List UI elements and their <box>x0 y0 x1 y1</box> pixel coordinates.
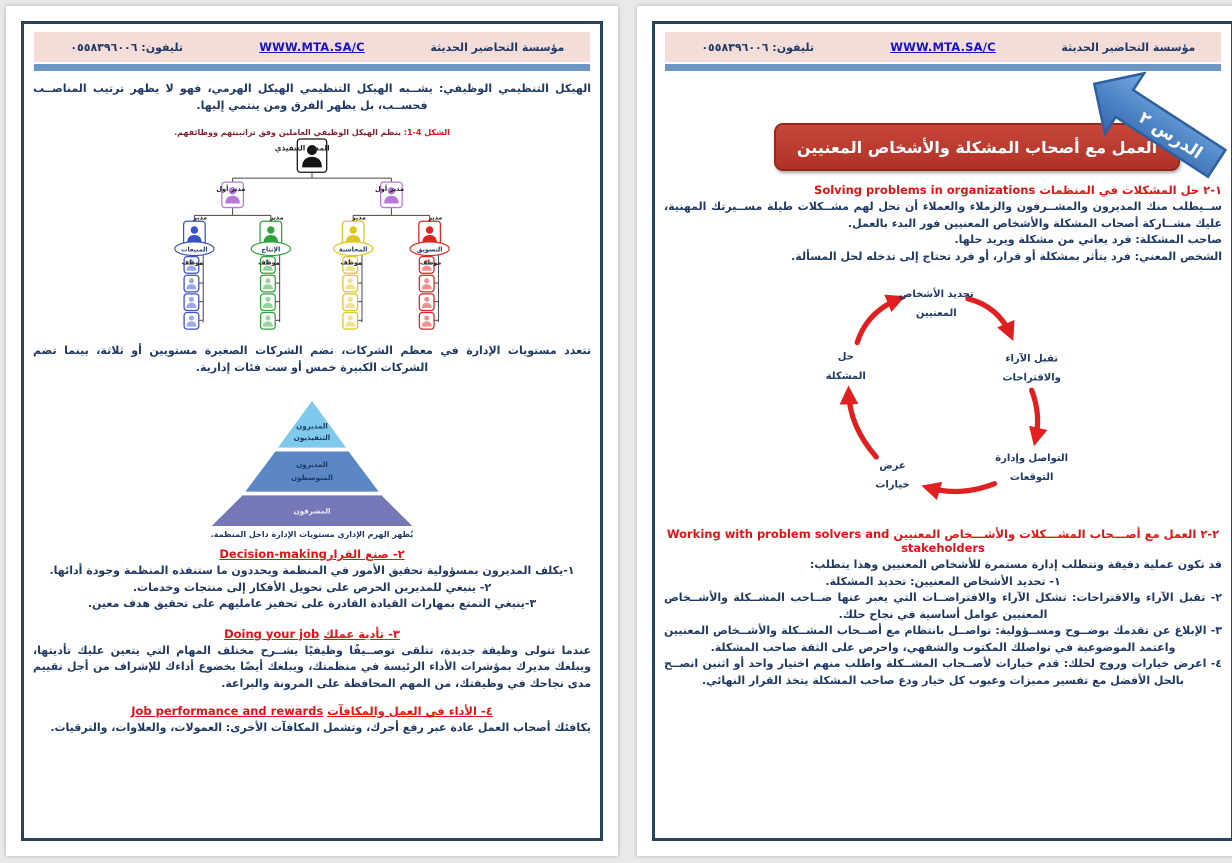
lesson-badge-label: الدرس ٢ <box>1134 107 1206 164</box>
org-chart <box>152 137 472 335</box>
document-page-left <box>6 6 618 856</box>
svg-text:المبيعات: المبيعات <box>181 245 208 254</box>
decision-line-3: ٣-ينبغي التمتع بمهارات القيادة القادرة على تحفيز عامليهم على تحقيق هدف معين. <box>87 597 537 610</box>
svg-text:مدير أول: مدير أول <box>216 184 246 193</box>
section-rewards-heading-en: Job performance and rewards <box>131 704 324 718</box>
intro-paragraph: الهيكل التنظيمي الوظيفي: يشــبه الهيكل التنظيمي الهيكل الهرمي، فهو لا يظهر ترتيب المناصــب فحســب، بل يظهر الفرق ومن ينتمي إليها. <box>33 82 591 112</box>
svg-text:مدير: مدير <box>351 213 366 222</box>
header-phone: تليفون: ٠٥٥٨٣٩٦٠٠٦ <box>70 40 184 54</box>
svg-text:مدير: مدير <box>193 213 208 222</box>
cycle-figure <box>664 271 1222 523</box>
svg-text:مدير: مدير <box>428 213 443 222</box>
document-page-right <box>637 6 1232 856</box>
svg-text:المدير التنفيذي: المدير التنفيذي <box>274 143 330 153</box>
stakeholder-definition: الشخص المعني: فرد يتأثر بمشكلة أو قرار، أو فرد تحتاج إلى تدخله لحل المسألة. <box>791 249 1222 263</box>
levels-paragraph: تتعدد مستويات الإدارة في معظم الشركات، تضم الشركات الصغيرة مستويين أو ثلاثة، بينما تضم الشركات الكبيرة خمس أو ست فئات إدارية. <box>33 344 591 374</box>
management-pyramid <box>197 398 427 526</box>
page-border-frame <box>652 21 1232 841</box>
page-header <box>665 32 1221 62</box>
svg-text:حل: حل <box>837 351 854 363</box>
pyramid-figure <box>33 398 591 539</box>
svg-text:التواصل وإدارة: التواصل وإدارة <box>995 452 1069 464</box>
pyramid-caption: يُظهر الهرم الإداري مستويات الإدارة داخل المنظمة. <box>210 530 414 539</box>
svg-text:المديرون: المديرون <box>296 421 328 431</box>
section-solving-heading-en: Solving problems in organizations <box>814 183 1036 197</box>
section-job-heading-en: Doing your job <box>224 626 320 641</box>
problem-owner-definition: صاحب المشكلة: فرد يعاني من مشكلة ويريد حلها. <box>954 233 1222 246</box>
svg-text:موظف: موظف <box>181 258 204 267</box>
svg-text:التنفيذيون: التنفيذيون <box>293 433 331 443</box>
svg-text:تحديد الأشخاص: تحديد الأشخاص <box>898 288 974 300</box>
header-divider-bar <box>34 64 590 71</box>
pyramid-middle-level <box>245 451 378 491</box>
working-intro: قد تكون عملية دقيقة وتتطلب إدارة مستمرة للأشخاص المعنيين وهذا يتطلب: <box>809 558 1222 571</box>
svg-text:والاقتراحات: والاقتراحات <box>1002 372 1061 384</box>
section-job-heading: ٣- تأدية عملك Doing your job <box>224 626 400 641</box>
section-solving-heading: ١-٢ حل المشكلات في المنظمات Solving problems in organizations <box>814 183 1222 197</box>
svg-text:موظف: موظف <box>258 258 280 267</box>
header-org-name: مؤسسة التحاضير الحديثة <box>430 40 565 54</box>
svg-text:المحاسبة: المحاسبة <box>338 245 368 254</box>
header-site-link[interactable]: WWW.MTA.SA/C <box>890 40 996 54</box>
lesson-badge-arrow <box>1069 64 1232 214</box>
rewards-paragraph: يكافئك أصحاب العمل عادة عبر رفع أجرك، وتشمل المكافآت الأخرى: العمولات، والعلاوات، والترقيات. <box>50 721 591 734</box>
page-header <box>34 32 590 62</box>
svg-text:المتوسطون: المتوسطون <box>291 473 333 483</box>
header-org-name: مؤسسة التحاضير الحديثة <box>1061 40 1196 54</box>
svg-text:تقبل الآراء: تقبل الآراء <box>1005 353 1058 365</box>
working-item-3: ٣- الإبلاغ عن تقدمك بوضــوح ومســؤولية: تواصــل بانتظام مع أصــحاب المشــكلة والأشــخاص المعنيين واعتمد الموضوعية في تواصلك المكتوب والشفهي، واحرص على الثقة صاحب المشكلة. <box>664 624 1222 654</box>
page-border-frame <box>21 21 603 841</box>
problem-solving-cycle <box>800 271 1086 519</box>
section-working-heading-en: Working with problem solvers and stakeholders <box>666 527 985 555</box>
svg-text:موظف: موظف <box>340 258 362 267</box>
svg-text:التسويق: التسويق <box>416 245 443 254</box>
working-item-1: ١- تحديد الأشخاص المعنيين: تحديد المشكلة. <box>825 574 1061 588</box>
svg-text:المشرفون: المشرفون <box>293 506 331 516</box>
job-paragraph: عندما تتولى وظيفة جديدة، تتلقى توصــيفًا وظيفيًا يشــرح مختلف المهام التي يتعين عليك تأديتها، ويبلغك مديرك بمؤشرات الأداء الرئيسة في منظمتك، ويبلغك أيضًا بخضوع أداءك للإشراف من أجل تقييم مدى نجاحك في وظيفتك، من المهم المحافظة على المرونة والبراعة. <box>33 643 591 690</box>
working-item-2: ٢- تقبل الآراء والاقتراحات: تشكل الآراء والافتراضــات التي يعبر عنها صــاحب المشــكلة والأشــخاص المعنيين عوامل أساسية في نجاح حلك. <box>664 591 1222 621</box>
svg-text:خيارات: خيارات <box>875 479 910 491</box>
svg-text:المعنيين: المعنيين <box>915 307 957 319</box>
svg-text:المديرون: المديرون <box>296 459 328 469</box>
section-rewards-heading: ٤- الأداء في العمل والمكافآت Job performance and rewards <box>131 704 493 718</box>
section-decision-heading-en: Decision-making <box>219 547 327 561</box>
header-site-link[interactable]: WWW.MTA.SA/C <box>259 40 365 54</box>
working-item-4: ٤- اعرض خيارات وروج لحلك: قدم خيارات لأصــحاب المشــكلة واطلب منهم اختيار واحد أو اثنين انصــح بالحل الأفضل مع تفسير مميزات وعيوب كل خيار ودع صاحب المشكلة يتخذ القرار النهائي. <box>664 657 1222 687</box>
org-chart-caption: الشكل 4-1: ينظم الهيكل الوظيفي العاملين وفق تراتبيتهم ووظائفهم. <box>174 128 450 137</box>
svg-text:مدير أول: مدير أول <box>375 184 405 193</box>
svg-text:عرض: عرض <box>879 460 906 472</box>
section-working-heading: ٢-٢ العمل مع أصـــحاب المشـــكلات والأشـــخاص المعنيين Working with problem solvers and stakeholders <box>666 527 1220 555</box>
svg-text:الإنتاج: الإنتاج <box>261 245 281 254</box>
svg-text:المشكلة: المشكلة <box>825 370 866 382</box>
svg-text:مدير: مدير <box>269 213 284 222</box>
decision-line-1: ١-يكلف المديرون بمسؤولية تحقيق الأمور في المنظمة ويحددون ما ستنفذه المنظمة وجودة أدائها. <box>49 564 575 577</box>
section-decision-heading: ٢- صنع القرارDecision-making <box>219 547 405 561</box>
org-chart-figure <box>33 137 591 339</box>
svg-text:موظف: موظف <box>419 258 442 267</box>
header-phone: تليفون: ٠٥٥٨٣٩٦٠٠٦ <box>701 40 815 54</box>
decision-line-2: ٢- ينبغي للمديرين الحرص على تحويل الأفكار إلى منتجات وخدمات. <box>132 580 492 594</box>
solving-paragraph: ســيطلب منك المديرون والمشــرفون والزملاء والعملاء أن تحل لهم مشــكلات طيلة مســيرتك المهنية، عليك مشــاركة أصحاب المشكلة والأشخاص المعنيين فور البدء بالعمل. <box>664 200 1222 230</box>
figure-label: الشكل 4-1: <box>403 128 450 137</box>
svg-text:التوقعات: التوقعات <box>1009 471 1054 483</box>
lesson-title-banner: العمل مع أصحاب المشكلة والأشخاص المعنيين <box>774 123 1180 171</box>
